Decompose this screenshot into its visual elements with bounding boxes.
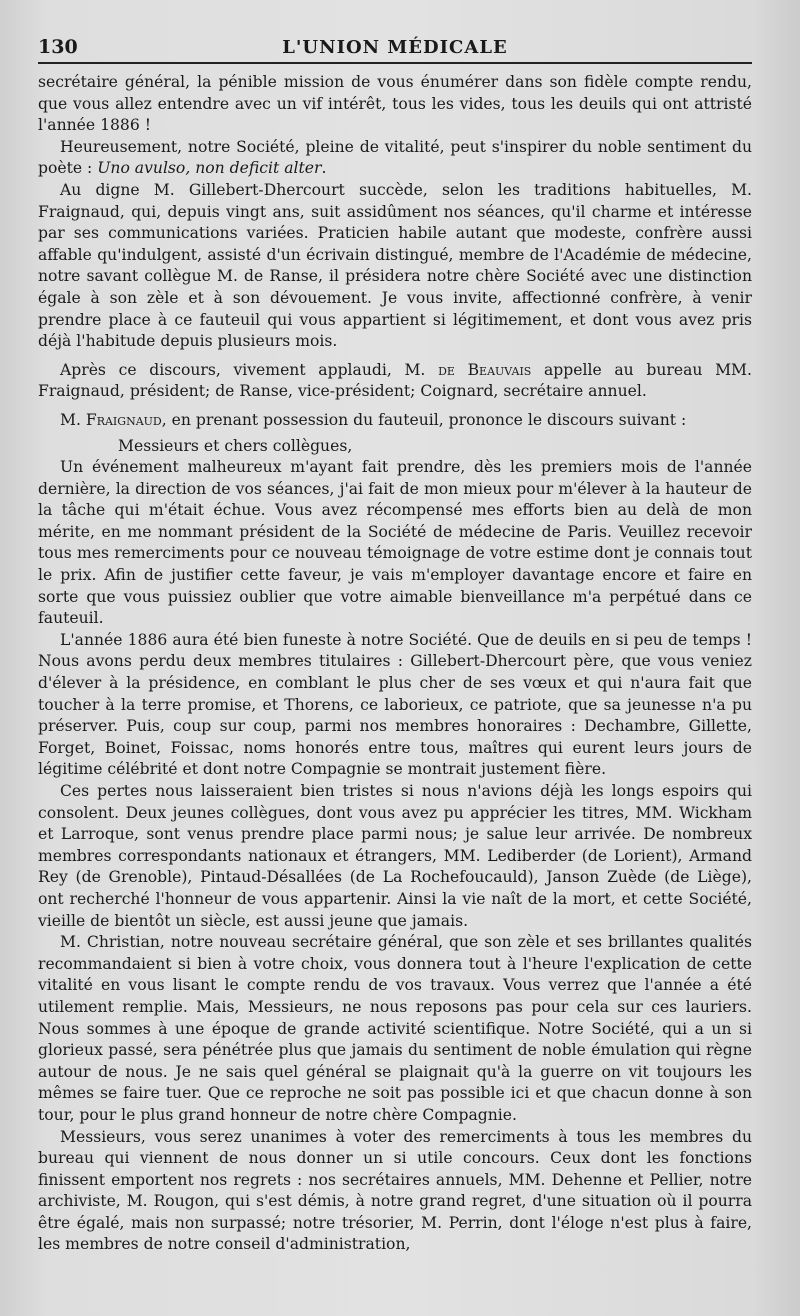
paragraph-11: Messieurs, vous serez unanimes à voter des remerciments à tous les membres du bureau qui viennent de nous donner un si utile concours. Ceux dont les fonctions finissent emportent nos regrets : nos secrétaires annuels, MM. Dehenne et Pellier, notre archiviste, M. Rougon, qui s'est démis, à notre grand regret, d'une situation où il pourra être égalé, mais non surpassé; notre trésorier, M. Perrin, dont l'éloge n'est plus à faire, les membres de notre conseil d'administration, xyxy=(38,1127,752,1254)
body-text xyxy=(38,72,752,1256)
paragraph-10: M. Christian, notre nouveau secrétaire général, que son zèle et ses brillantes qualités recommandaient si bien à votre choix, vous donnera tout à l'heure l'explication de cette vitalité en vous lisant le compte rendu de vos travaux. Vous verrez que l'année a été utilement remplie. Mais, Messieurs, ne nous reposons pas pour cela sur ces lauriers. Nous sommes à une époque de grande activité scientifique. Notre Société, qui a un si glorieux passé, sera pénétrée plus que jamais du sentiment de noble émulation qui règne autour de nous. Je ne sais quel général se plaignait qu'à la guerre on vit toujours les mêmes se faire tuer. Que ce reproche ne soit pas possible ici et que chacun donne à son tour, pour le plus grand honneur de notre chère Compagnie. xyxy=(38,933,752,1124)
speaker-name: de Beauvais xyxy=(438,360,532,379)
paragraph-4-text: Après ce discours, vivement applaudi, M. xyxy=(60,360,439,379)
page-header xyxy=(38,30,752,64)
running-title: L'UNION MÉDICALE xyxy=(282,37,508,58)
paragraph-3: Au digne M. Gillebert-Dhercourt succède, selon les traditions habituelles, M. Fraignaud, qui, depuis vingt ans, suit assidûment nos séances, qu'il charme et intéresse par ses communications variées. Praticien habile autant que modeste, confrère aussi affable qu'indulgent, assisté d'un écrivain distingué, membre de l'Académie de médecine, notre savant collègue M. de Ranse, il présidera notre chère Société avec une distinction égale à son zèle et à son dévouement. Je vous invite, affectionné confrère, à venir prendre place à ce fauteuil qui vous appartient si légitimement, et dont vous avez pris déjà l'habitude depuis plusieurs mois. xyxy=(38,180,752,351)
paragraph-4-end: appelle au bureau MM. Fraignaud, président; de Ranse, vice-président; Coignard, secrétaire annuel. xyxy=(38,360,752,401)
paragraph-1: secrétaire général, la pénible mission de vous énumérer dans son fidèle compte rendu, que vous allez entendre avec un vif intérêt, tous les vides, tous les deuils qui ont attristé l'année 1886 ! xyxy=(38,73,752,135)
paragraph-4 xyxy=(38,360,752,403)
paragraph-7: Un événement malheureux m'ayant fait prendre, dès les premiers mois de l'année dernière, la direction de vos séances, j'ai fait de mon mieux pour m'élever à la hauteur de la tâche qui m'était échue. Vous avez récompensé mes efforts bien au delà de mon mérite, en me nommant président de la Société de médecine de Paris. Veuillez recevoir tous mes remerciments pour ce nouveau témoignage de votre estime dont je connais tout le prix. Afin de justifier cette faveur, je vais m'employer davantage encore et faire en sorte que vous puissiez oublier que votre aimable bienveillance m'a perpétué dans ce fauteuil. xyxy=(38,458,752,628)
page-number: 130 xyxy=(38,36,78,58)
paragraph-2-text: Heureusement, notre Société, pleine de vitalité, peut s'inspirer du noble sentiment du poète : xyxy=(38,137,752,178)
paragraph-2-end: . xyxy=(321,159,327,178)
paragraph-5 xyxy=(38,410,752,432)
salutation: Messieurs et chers collègues, xyxy=(118,436,353,455)
paragraph-5-text: M. xyxy=(60,410,86,429)
paragraph-8: L'année 1886 aura été bien funeste à notre Société. Que de deuils en si peu de temps ! Nous avons perdu deux membres titulaires : Gillebert-Dhercourt père, que vous veniez d'élever à la présidence, en comblant le plus cher de ses vœux et qui n'aura fait que toucher à la terre promise, et Thorens, ce laborieux, ce patriote, que sa jeunesse n'a pu préserver. Puis, coup sur coup, parmi nos membres honoraires : Dechambre, Gillette, Forget, Boinet, Foissac, noms honorés entre tous, maîtres qui eurent leurs jours de légitime célébrité et dont notre Compagnie se montrait justement fière. xyxy=(38,630,752,779)
latin-quote: Uno avulso, non deficit alter xyxy=(97,159,322,178)
paragraph-9: Ces pertes nous laisseraient bien tristes si nous n'avions déjà les longs espoirs qui consolent. Deux jeunes collègues, dont vous avez pu apprécier les titres, MM. Wickham et Larroque, sont venus prendre place parmi nous; je salue leur arrivée. De nombreux membres correspondants nationaux et étrangers, MM. Lediberder (de Lorient), Armand Rey (de Grenoble), Pintaud-Désallées (de La Rochefoucauld), Janson Zuède (de Liège), ont recherché l'honneur de vous appartenir. Ainsi la vie naît de la mort, et cette Société, vieille de bientôt un siècle, est aussi jeune que jamais. xyxy=(38,782,752,930)
speaker-name: Fraignaud xyxy=(85,410,162,429)
paragraph-2 xyxy=(38,137,752,180)
paragraph-5-end: , en prenant possession du fauteuil, prononce le discours suivant : xyxy=(161,410,687,429)
